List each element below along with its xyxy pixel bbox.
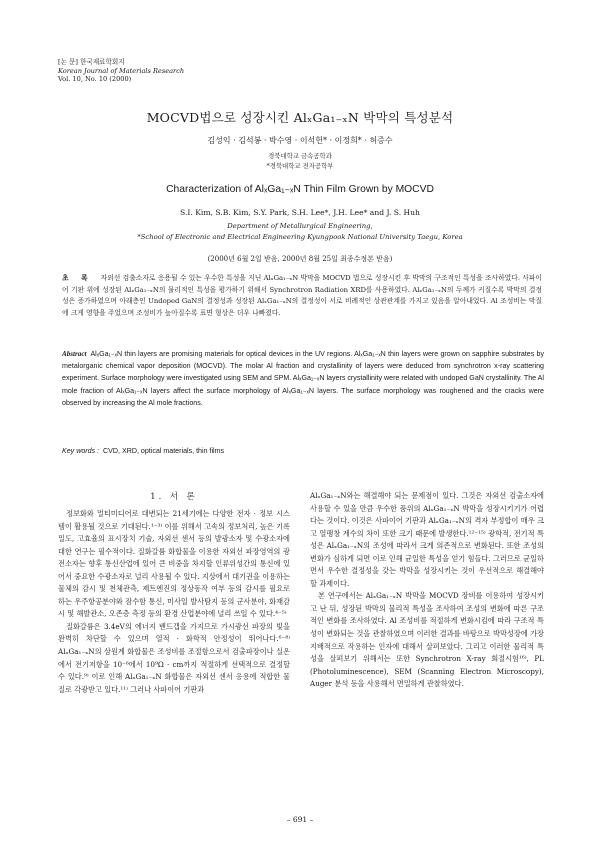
affiliation-en-line: Department of Metallurgical Engineering,: [227, 222, 373, 230]
title-korean: MOCVD법으로 성장시킨 AlₓGa₁₋ₓN 박막의 특성분석: [146, 110, 454, 125]
journal-name-ko: [논 문] 한국재료학회지: [58, 58, 125, 66]
body-paragraph: AlₓGa₁₋ₓN와는 해결해야 되는 문제점이 있다. 그것은 자외선 검출소자에 사용할 수 있을 만큼 우수한 품위의 AlₓGa₁₋ₓN 박막을 성장시키기가 어렵다는 것이다. 이것은 사파이어 기판과 AlₓGa₁₋ₓN의 격자 부정합이 매우 크고 열팽창 계수의 차이 또한 크기 때문에 발생한다.¹²⁻¹⁵⁾ 광학적, 전기적 특성은 AlₓGa₁₋ₓN의 조성에 따라서 크게 의존적으로 변화된다. 또한 조성의 변화가 심하게 되면 이로 인해 균일한 특성을 얻기 힘들다. 그러므로 균일하면서 우수한 결정성을 갖는 박막을 성장시키는 것이 우선적으로 해결해야 할 과제이다.: [310, 491, 544, 588]
abstract-ko-label: 초 록: [62, 274, 93, 282]
page-number: – 691 –: [286, 815, 314, 824]
keywords: [62, 447, 224, 455]
body-column-right: [310, 490, 544, 691]
affiliation-ko-line: 경북대학교 금속공학과: [268, 152, 332, 160]
affiliation-ko-line: *경북대학교 전자공학부: [266, 162, 334, 170]
affiliation-english: [0, 221, 600, 243]
abstract-korean: [62, 273, 542, 319]
body-paragraph: 정보화와 멀티미디어로 대변되는 21세기에는 다양한 전자 · 정보 시스템이 활용될 것으로 기대된다.¹⁻³⁾ 이를 위해서 고속의 정보처리, 높은 기록밀도, 고효율의 표시장치 기술, 자외선 센서 등의 발광소자 및 수광소자에 대한 연구는 필수적이다. 질화갈륨 화합물을 이용한 자외선 파장영역의 광전소자는 향후 통신산업에 있어 큰 비중을 차지할 인류위성간의 통신에 있어서 중요한 수광소자로 널리 사용될 수 있다. 지상에서 대기권을 이용하는 물체의 감시 및 천체관측, 제트엔진의 정상동작 여부 등의 감시를 필요로 하는 우주항공분야와 잠수함 통신, 미사일 발사탐지 등의 군사분야, 화재감시 및 해발관소, 오존층 측정 등의 환경 산업분야에 널리 쓰일 수 있다.⁴⁻⁵⁾: [58, 509, 290, 619]
body-column-left: [58, 508, 290, 696]
body-paragraph: 본 연구에서는 AlₓGa₁₋ₓN 박막을 MOCVD 장비를 이용하여 성장시키고 난 뒤, 성장된 박막의 물리적 특성을 조사하여 조성의 변화에 따른 구조적인 변화를 조사하였다. Al 조성비를 적절하게 변화시킴에 따라 구조적 특성이 변화되는 것을 관찰하였으며 이러한 결과를 바탕으로 박막성장에 가장 지배적으로 작용하는 인자에 대해서 살펴보았다. 그리고 이러한 물리적 특성을 살펴보기 위해서는 또한 Synchrotron X-ray 회절시험¹⁶⁾, PL (Photoluminescence), SEM (Scanning Electron Microscopy), Auger 분석 등을 사용해서 면밀하게 관찰하였다.: [310, 591, 544, 689]
authors-korean: 김성익 · 김석봉 · 박수영 · 이석헌* · 이정희* · 허증수: [207, 136, 393, 145]
abstract-en-text: AlₓGa₁₋ₓN thin layers are promising materials for optical devices in the UV regions. AlₓGa₁₋ₓN thin layers were grown on sapphire substrates by metalorganic chemical vapor deposition (MOCVD). The molar Al fraction and crystallinity of layers were deduced from synchrotron x-ray scattering experiment. Surface morphology were investigated using SEM and SPM. AlₓGa₁₋ₓN layers crystallinity were related with undoped GaN crystallinity. The Al mole fraction of AlₓGa₁₋ₓN layers affect the surface morphology of AlₓGa₁₋ₓN layers. The surface morphology was roughened and the cracks were observed by increasing the Al mole fractions.: [62, 350, 544, 407]
abstract-ko-text: 자외선 검출소자로 응용될 수 있는 우수한 특성을 지닌 AlₓGa₁₋ₓN 박막을 MOCVD 법으로 성장시킨 후 박막의 구조적인 특성을 조사하였다. 사파이어 기판 위에 성장된 AlₓGa₁₋ₓN의 물리적인 특성을 평가하기 위해서 Synchrotron Radiation XRD를 사용하였다. AlₓGa₁₋ₓN의 두께가 커질수록 박막의 결정성은 증가하였으며 아래층인 Undoped GaN의 결정성과 성장된 AlₓGa₁₋ₓN의 결정성이 서로 비례적인 상관관계를 가지고 있음을 알아내었다. Al 조성비는 막질에 크게 영향을 주었으며 조성비가 높아질수록 표면 형상은 더우 나빠졌다.: [62, 274, 542, 317]
received-dates: (2000년 6월 2일 받음, 2000년 8월 25일 최종수정본 받음): [207, 255, 393, 263]
authors-english: S.I. Kim, S.B. Kim, S.Y. Park, S.H. Lee*, J.H. Lee* and J. S. Huh: [180, 208, 420, 217]
abstract-english: [62, 348, 544, 409]
section-heading-introduction: 1. 서 론: [150, 491, 198, 501]
affiliation-en-line: *School of Electronic and Electrical Engineering Kyungpook National University Taegu, Korea: [137, 233, 463, 241]
body-paragraph: 질화갈륨은 3.4eV의 에너지 밴드갭을 가지므로 가시광선 파장의 빛을 완벽히 차단할 수 있으며 열적 · 화학적 안정성이 뛰어나다.⁶⁻⁸⁾ AlₓGa₁₋ₓN의 삼원계 화합물은 조성비를 조절함으로서 검출파장이나 실온에서 전기저항을 10⁻⁶에서 10⁹Ω · cm까지 적절하게 선택적으로 결정할 수 있다.⁹⁾ 이로 인해 AlₓGa₁₋ₓN 화합물은 자외선 센서 응용에 적합한 물질로 각광받고 있다.¹¹⁾ 그러나 사파이어 기판과: [58, 621, 290, 694]
journal-header: [58, 58, 184, 84]
title-english: Characterization of AlₓGa₁₋ₓN Thin Film Grown by MOCVD: [166, 184, 434, 195]
abstract-en-label: Abstract: [62, 350, 87, 358]
keywords-label: Key words :: [62, 447, 100, 455]
keywords-text: CVD, XRD, optical materials, thin films: [103, 447, 225, 455]
journal-volume: Vol. 10, No. 10 (2000): [58, 75, 132, 84]
journal-name-en: Korean Journal of Materials Research: [58, 66, 185, 75]
affiliation-korean: [0, 151, 600, 171]
